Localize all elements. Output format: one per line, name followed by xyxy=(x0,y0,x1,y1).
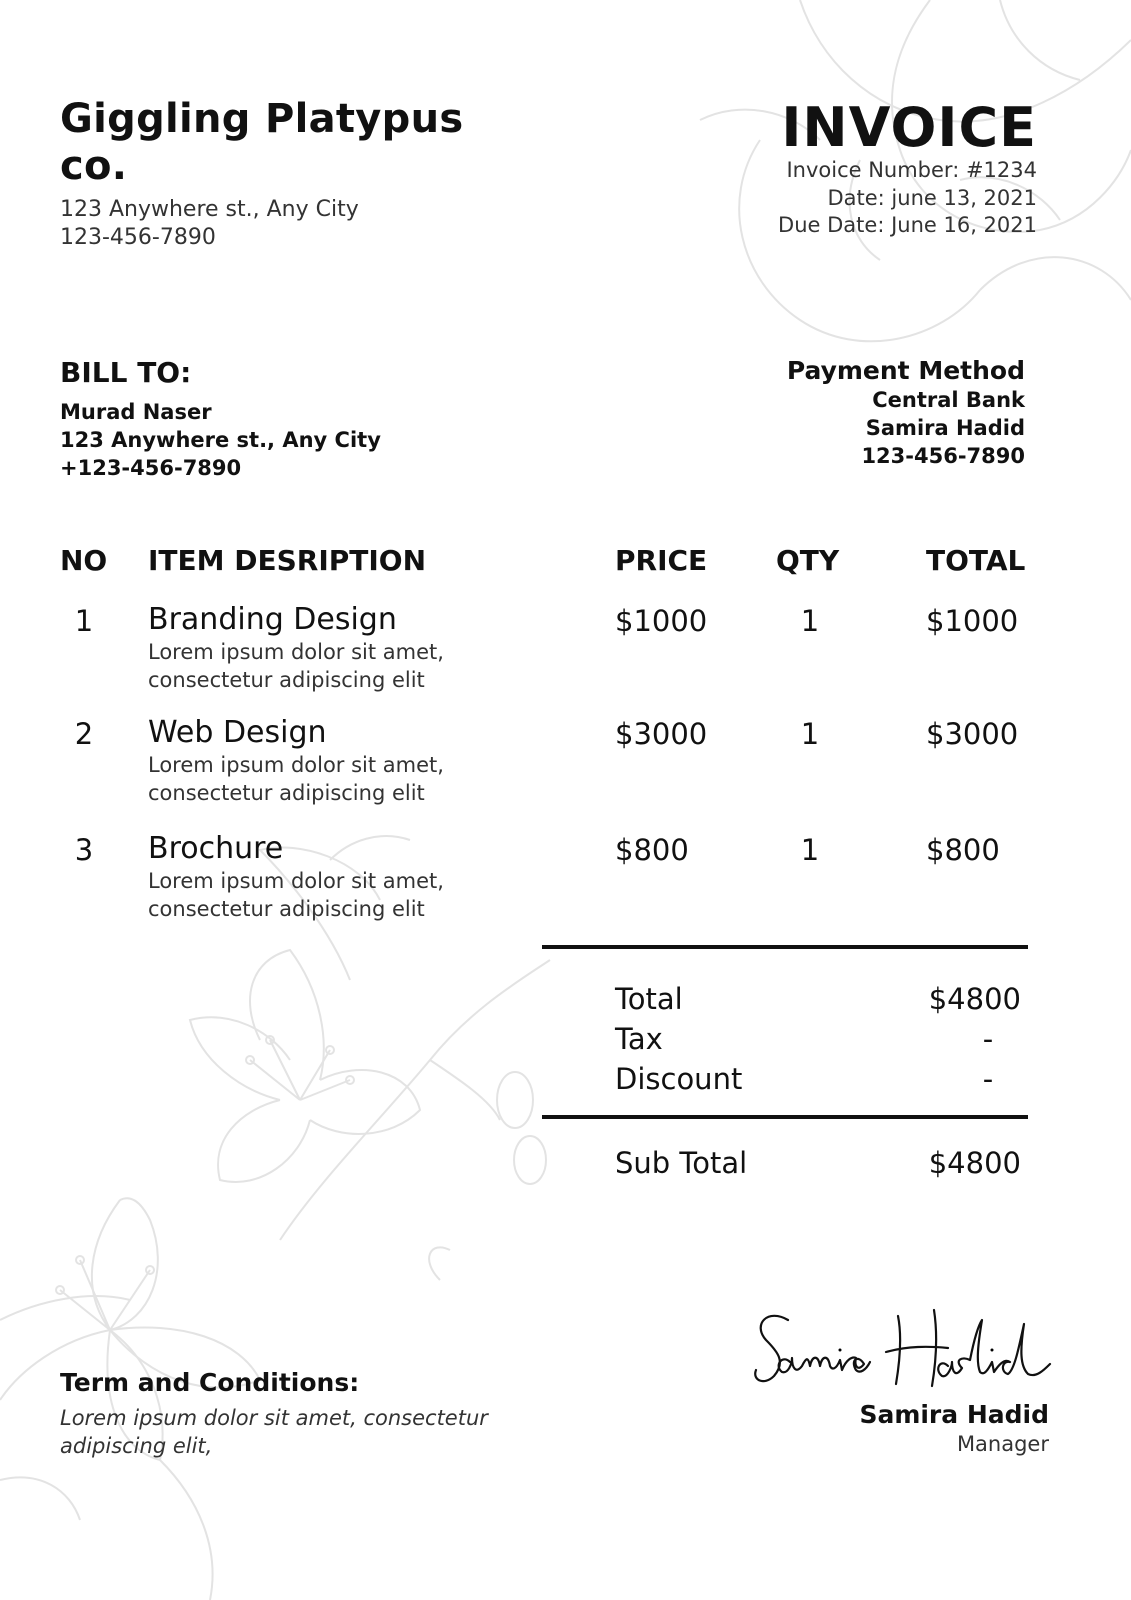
summary-divider-bottom xyxy=(542,1115,1028,1119)
invoice-title: INVOICE xyxy=(781,96,1037,159)
column-header-qty: QTY xyxy=(776,544,840,577)
item-qty: 1 xyxy=(800,717,820,751)
item-description-line2: consectetur adipiscing elit xyxy=(148,897,425,921)
company-address: 123 Anywhere st., Any City xyxy=(60,197,359,222)
row-number: 1 xyxy=(74,604,94,638)
total-value: $4800 xyxy=(928,982,1021,1016)
terms-text xyxy=(60,1404,530,1460)
item-description-line2: consectetur adipiscing elit xyxy=(148,668,425,692)
column-header-price: PRICE xyxy=(615,544,708,577)
item-title: Web Design xyxy=(148,715,327,750)
item-price: $1000 xyxy=(615,604,708,638)
invoice-date: Date: june 13, 2021 xyxy=(827,186,1037,210)
payment-account-number: 123-456-7890 xyxy=(861,444,1025,468)
summary-divider-top xyxy=(542,945,1028,949)
bill-to-address: 123 Anywhere st., Any City xyxy=(60,428,381,452)
payment-method-heading: Payment Method xyxy=(786,356,1025,385)
subtotal-label: Sub Total xyxy=(615,1146,748,1180)
bill-to-heading: BILL TO: xyxy=(60,356,192,389)
item-qty: 1 xyxy=(800,833,820,867)
tax-value: - xyxy=(982,1022,994,1056)
item-total: $800 xyxy=(926,833,1000,867)
tax-label: Tax xyxy=(615,1022,663,1056)
subtotal-value: $4800 xyxy=(928,1146,1021,1180)
item-description-line1: Lorem ipsum dolor sit amet, xyxy=(148,640,444,664)
item-qty: 1 xyxy=(800,604,820,638)
item-total: $1000 xyxy=(926,604,1019,638)
invoice-number: Invoice Number: #1234 xyxy=(786,158,1037,182)
item-description-line2: consectetur adipiscing elit xyxy=(148,781,425,805)
payment-bank: Central Bank xyxy=(872,388,1025,412)
item-title: Brochure xyxy=(148,831,284,866)
bill-to-name: Murad Naser xyxy=(60,400,212,424)
payment-account-name: Samira Hadid xyxy=(865,416,1025,440)
item-title: Branding Design xyxy=(148,602,397,637)
terms-heading: Term and Conditions: xyxy=(60,1368,360,1397)
item-description-line1: Lorem ipsum dolor sit amet, xyxy=(148,753,444,777)
signatory-name: Samira Hadid xyxy=(859,1400,1049,1429)
terms-line2: adipiscing elit, xyxy=(60,1434,213,1458)
invoice-due-date: Due Date: June 16, 2021 xyxy=(778,213,1037,237)
discount-value: - xyxy=(982,1062,994,1096)
company-phone: 123-456-7890 xyxy=(60,225,216,250)
handwritten-signature xyxy=(748,1300,1058,1400)
row-number: 3 xyxy=(74,833,94,867)
terms-line1: Lorem ipsum dolor sit amet, consectetur xyxy=(60,1406,488,1430)
signatory-role: Manager xyxy=(956,1432,1049,1456)
column-header-no: NO xyxy=(60,544,108,577)
discount-label: Discount xyxy=(615,1062,743,1096)
column-header-item: ITEM DESRIPTION xyxy=(148,544,427,577)
item-description-line1: Lorem ipsum dolor sit amet, xyxy=(148,869,444,893)
column-header-total: TOTAL xyxy=(926,544,1026,577)
row-number: 2 xyxy=(74,717,94,751)
company-name: Giggling Platypus co. xyxy=(60,96,464,189)
bill-to-phone: +123-456-7890 xyxy=(60,456,242,480)
total-label: Total xyxy=(615,982,683,1016)
item-price: $3000 xyxy=(615,717,708,751)
item-price: $800 xyxy=(615,833,689,867)
item-total: $3000 xyxy=(926,717,1019,751)
